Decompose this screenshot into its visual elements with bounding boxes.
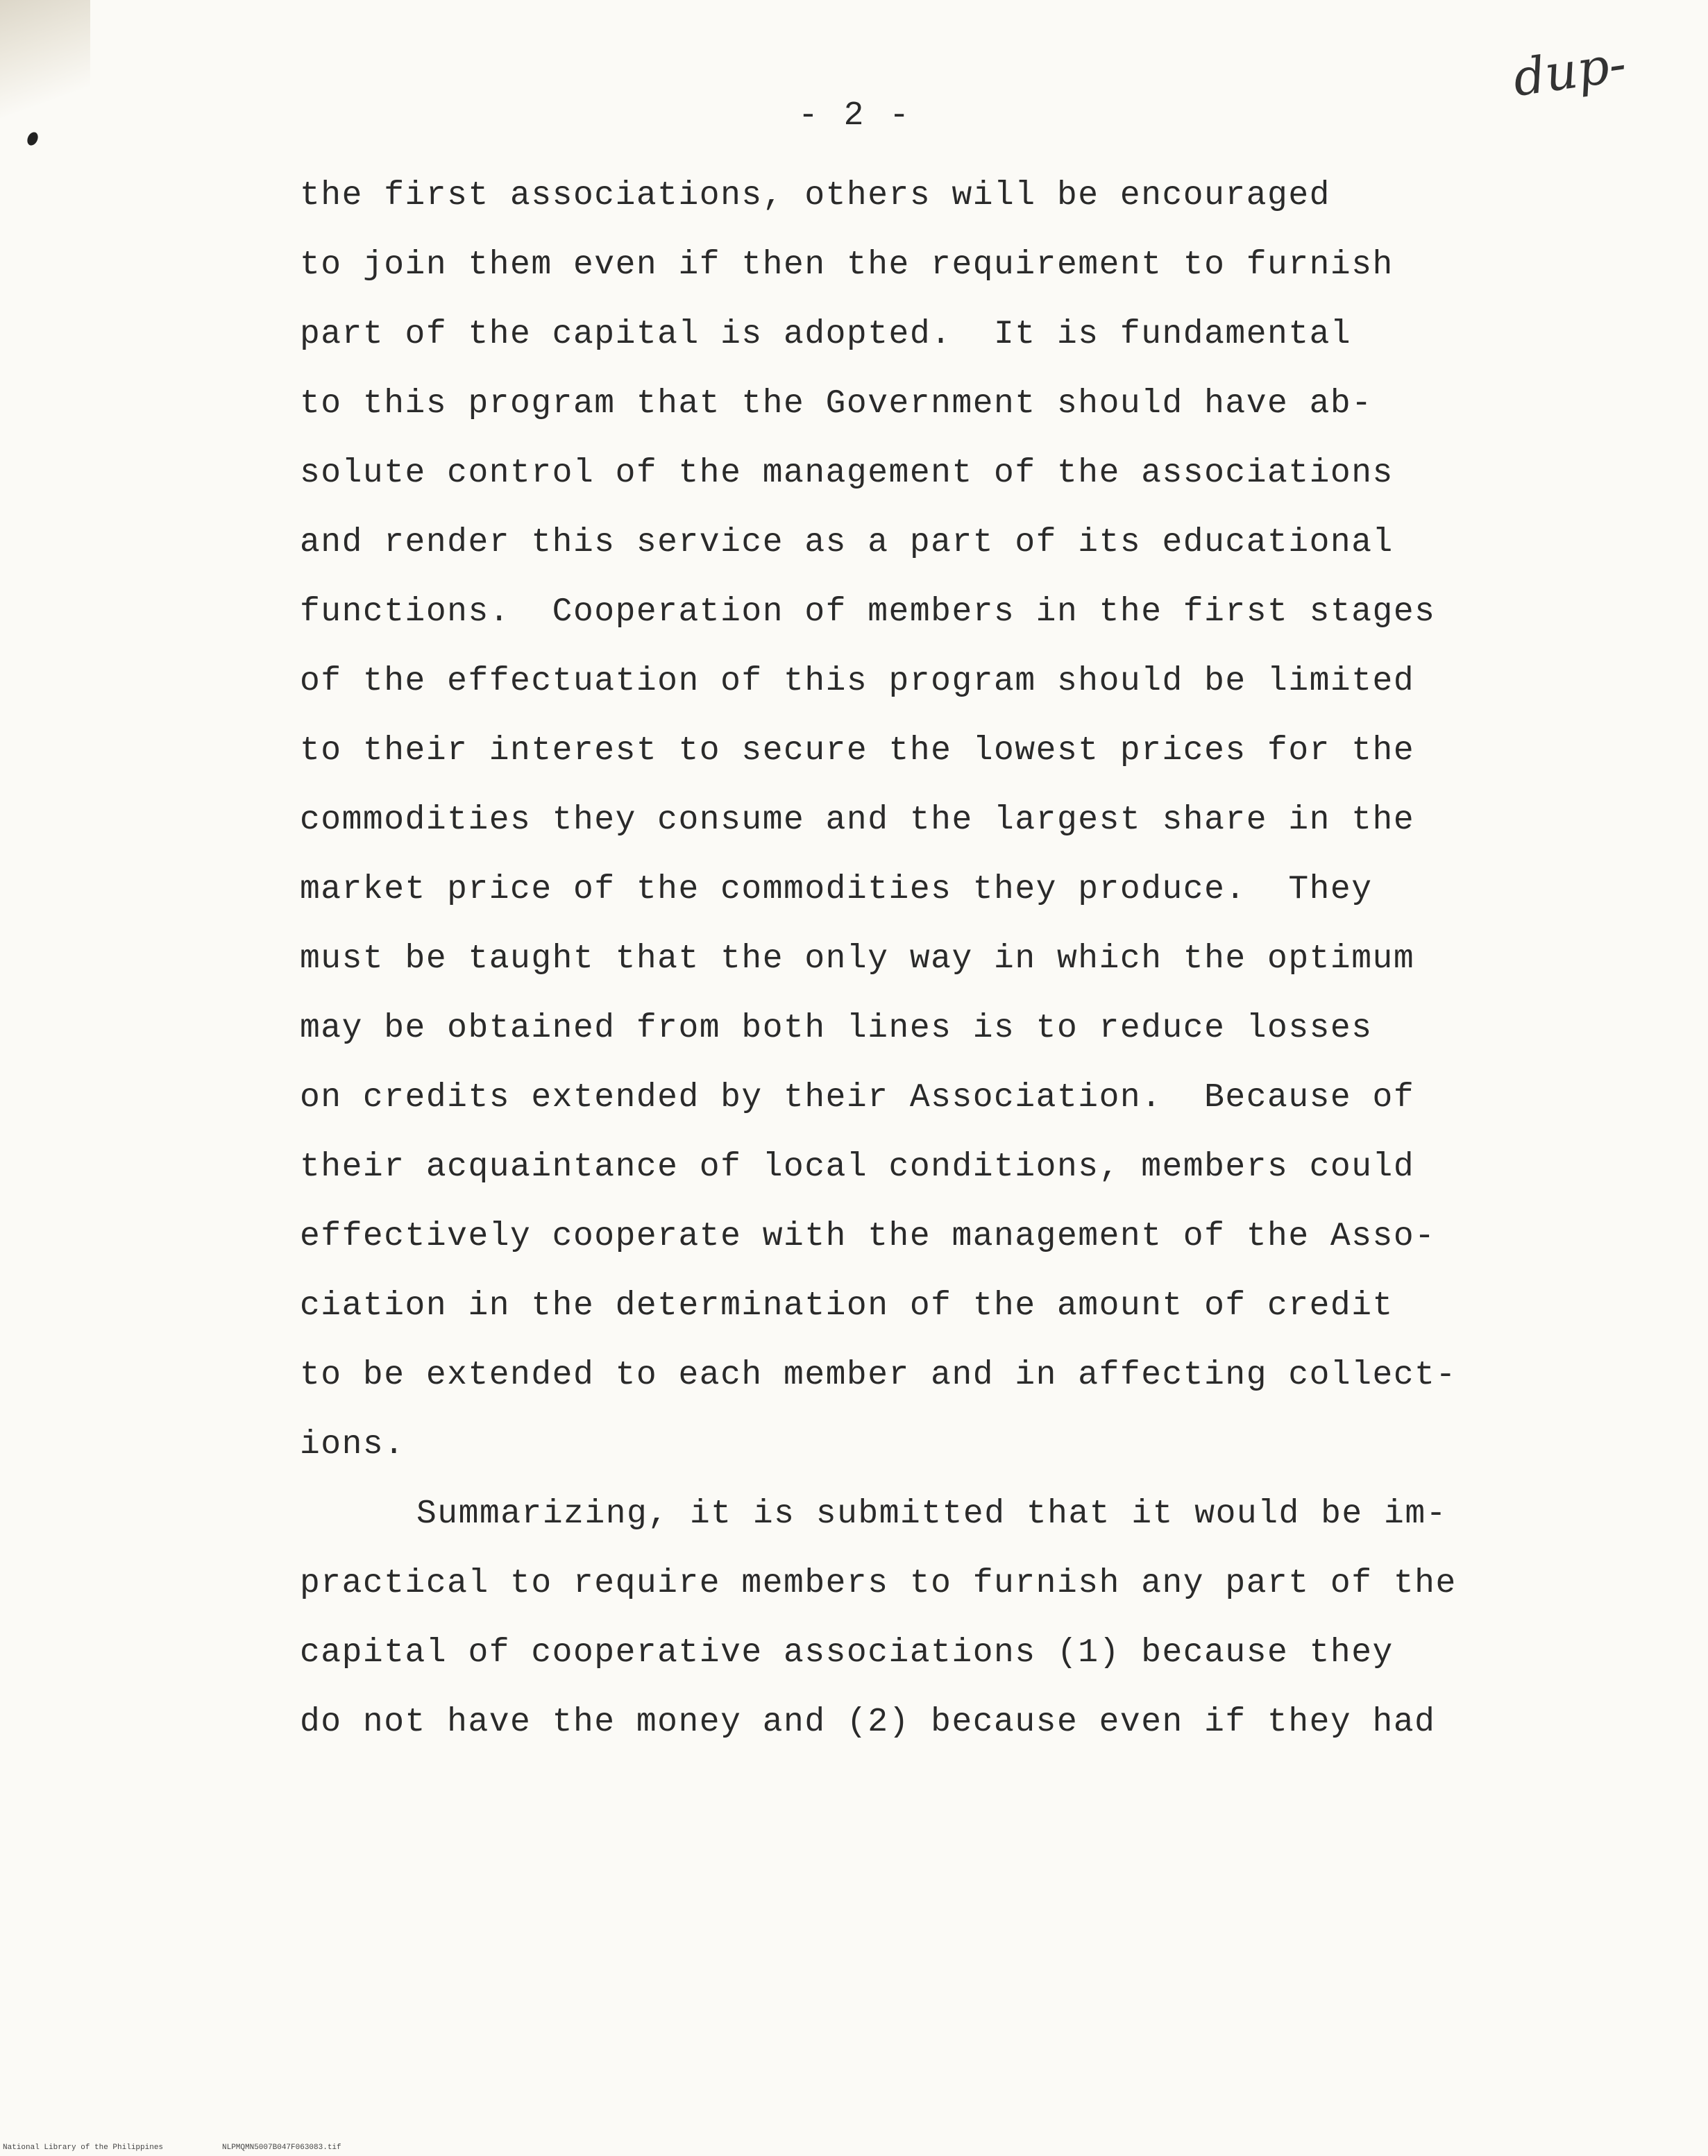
footer-credit: National Library of the Philippines [3,2144,164,2152]
text-line: to be extended to each member and in affecting collect- [300,1357,1457,1394]
text-line: of the effectuation of this program should be limited [300,663,1415,700]
text-line: to this program that the Government should have ab- [300,385,1373,423]
text-line: practical to require members to furnish any part of the [300,1565,1457,1602]
text-line: to their interest to secure the lowest prices for the [300,732,1415,770]
text-line: Summarizing, it is submitted that it would be im- [416,1495,1447,1533]
footer-file-id: NLPMQMN5007B047F063083.tif [222,2144,341,2152]
handwritten-note: dup- [1509,34,1630,108]
text-line: to join them even if then the requirement to furnish [300,246,1394,284]
text-line: commodities they consume and the largest share in the [300,801,1415,839]
page-number: - 2 - [798,97,913,135]
body-text [300,161,1660,1757]
text-line: part of the capital is adopted. It is fundamental [300,316,1352,353]
text-line: ions. [300,1426,405,1463]
corner-stain [0,0,90,139]
text-line: and render this service as a part of its educational [300,524,1394,561]
text-line: effectively cooperate with the management of the Asso- [300,1218,1436,1255]
text-line: market price of the commodities they produce. They [300,871,1373,908]
text-line: the first associations, others will be encouraged [300,177,1330,214]
text-line: their acquaintance of local conditions, members could [300,1148,1415,1186]
text-line: on credits extended by their Association. Because of [300,1079,1415,1117]
text-line: ciation in the determination of the amount of credit [300,1287,1394,1325]
text-line: capital of cooperative associations (1) because they [300,1634,1394,1672]
text-line: must be taught that the only way in which the optimum [300,940,1415,978]
text-line: may be obtained from both lines is to reduce losses [300,1010,1373,1047]
text-line: solute control of the management of the associations [300,455,1394,492]
paragraph-1 [300,161,1660,1479]
text-line: functions. Cooperation of members in the first stages [300,593,1436,631]
paragraph-2 [300,1479,1660,1757]
text-line: do not have the money and (2) because even if they had [300,1704,1436,1741]
